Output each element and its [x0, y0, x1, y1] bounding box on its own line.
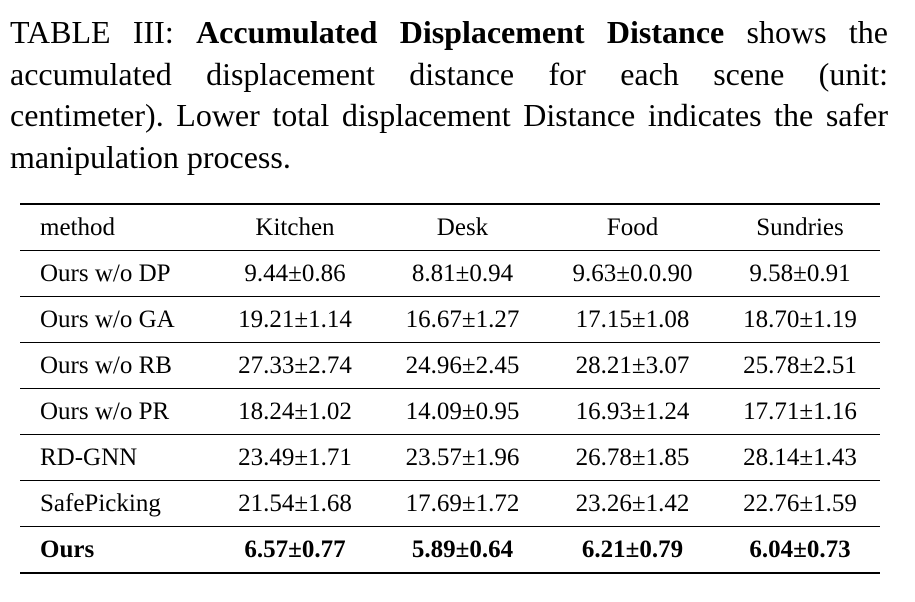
table-caption — [10, 12, 888, 178]
cell-kitchen: 27.33±2.74 — [238, 351, 352, 379]
cell-sundries: 22.76±1.59 — [743, 489, 857, 517]
cell-desk: 17.69±1.72 — [405, 489, 520, 517]
cell-sundries: 6.04±0.73 — [749, 535, 851, 563]
table-row — [20, 251, 880, 297]
row-method: Ours w/o PR — [40, 397, 170, 425]
cell-sundries: 25.78±2.51 — [743, 351, 857, 379]
header-sundries: Sundries — [756, 213, 844, 241]
cell-kitchen: 18.24±1.02 — [238, 397, 352, 425]
caption-body: shows the accumulated displacement distance for each scene (unit: centimeter). Lower total displacement Distance indicates the safer manipulation process. — [10, 14, 888, 175]
cell-desk: 16.67±1.27 — [405, 305, 520, 333]
table-row — [20, 481, 880, 527]
table-row — [20, 343, 880, 389]
cell-food: 23.26±1.42 — [575, 489, 690, 517]
row-method: RD-GNN — [40, 443, 138, 471]
cell-food: 28.21±3.07 — [575, 351, 690, 379]
table-row-best — [20, 527, 880, 574]
table-body — [20, 251, 880, 574]
cell-kitchen: 9.44±0.86 — [244, 259, 346, 287]
cell-kitchen: 19.21±1.14 — [238, 305, 352, 333]
row-method: Ours w/o DP — [40, 259, 171, 287]
cell-food: 26.78±1.85 — [575, 443, 690, 471]
header-method: method — [40, 213, 115, 241]
row-method: SafePicking — [40, 489, 161, 517]
cell-food: 6.21±0.79 — [581, 535, 684, 563]
cell-food: 16.93±1.24 — [575, 397, 690, 425]
cell-desk: 23.57±1.96 — [405, 443, 520, 471]
cell-desk: 14.09±0.95 — [405, 397, 520, 425]
cell-kitchen: 6.57±0.77 — [244, 535, 346, 563]
caption-prefix: TABLE III: — [10, 14, 197, 50]
cell-desk: 24.96±2.45 — [405, 351, 520, 379]
cell-kitchen: 21.54±1.68 — [238, 489, 352, 517]
cell-sundries: 28.14±1.43 — [743, 443, 857, 471]
caption-title: Accumulated Displacement Distance — [196, 14, 725, 50]
results-table-container — [20, 203, 880, 574]
header-kitchen: Kitchen — [255, 213, 335, 241]
header-food: Food — [606, 213, 659, 241]
cell-sundries: 17.71±1.16 — [743, 397, 857, 425]
row-method: Ours w/o GA — [40, 305, 175, 333]
header-row — [20, 204, 880, 251]
cell-desk: 5.89±0.64 — [411, 535, 514, 563]
cell-sundries: 18.70±1.19 — [743, 305, 857, 333]
header-desk: Desk — [436, 213, 489, 241]
cell-kitchen: 23.49±1.71 — [238, 443, 352, 471]
row-method: Ours w/o RB — [40, 351, 172, 379]
table-header — [20, 204, 880, 251]
row-method: Ours — [40, 535, 95, 563]
displacement-table — [20, 203, 880, 574]
table-row — [20, 435, 880, 481]
table-row — [20, 389, 880, 435]
cell-sundries: 9.58±0.91 — [749, 259, 851, 287]
cell-food: 9.63±0.0.90 — [572, 259, 693, 287]
table-row — [20, 297, 880, 343]
cell-food: 17.15±1.08 — [575, 305, 690, 333]
cell-desk: 8.81±0.94 — [411, 259, 514, 287]
